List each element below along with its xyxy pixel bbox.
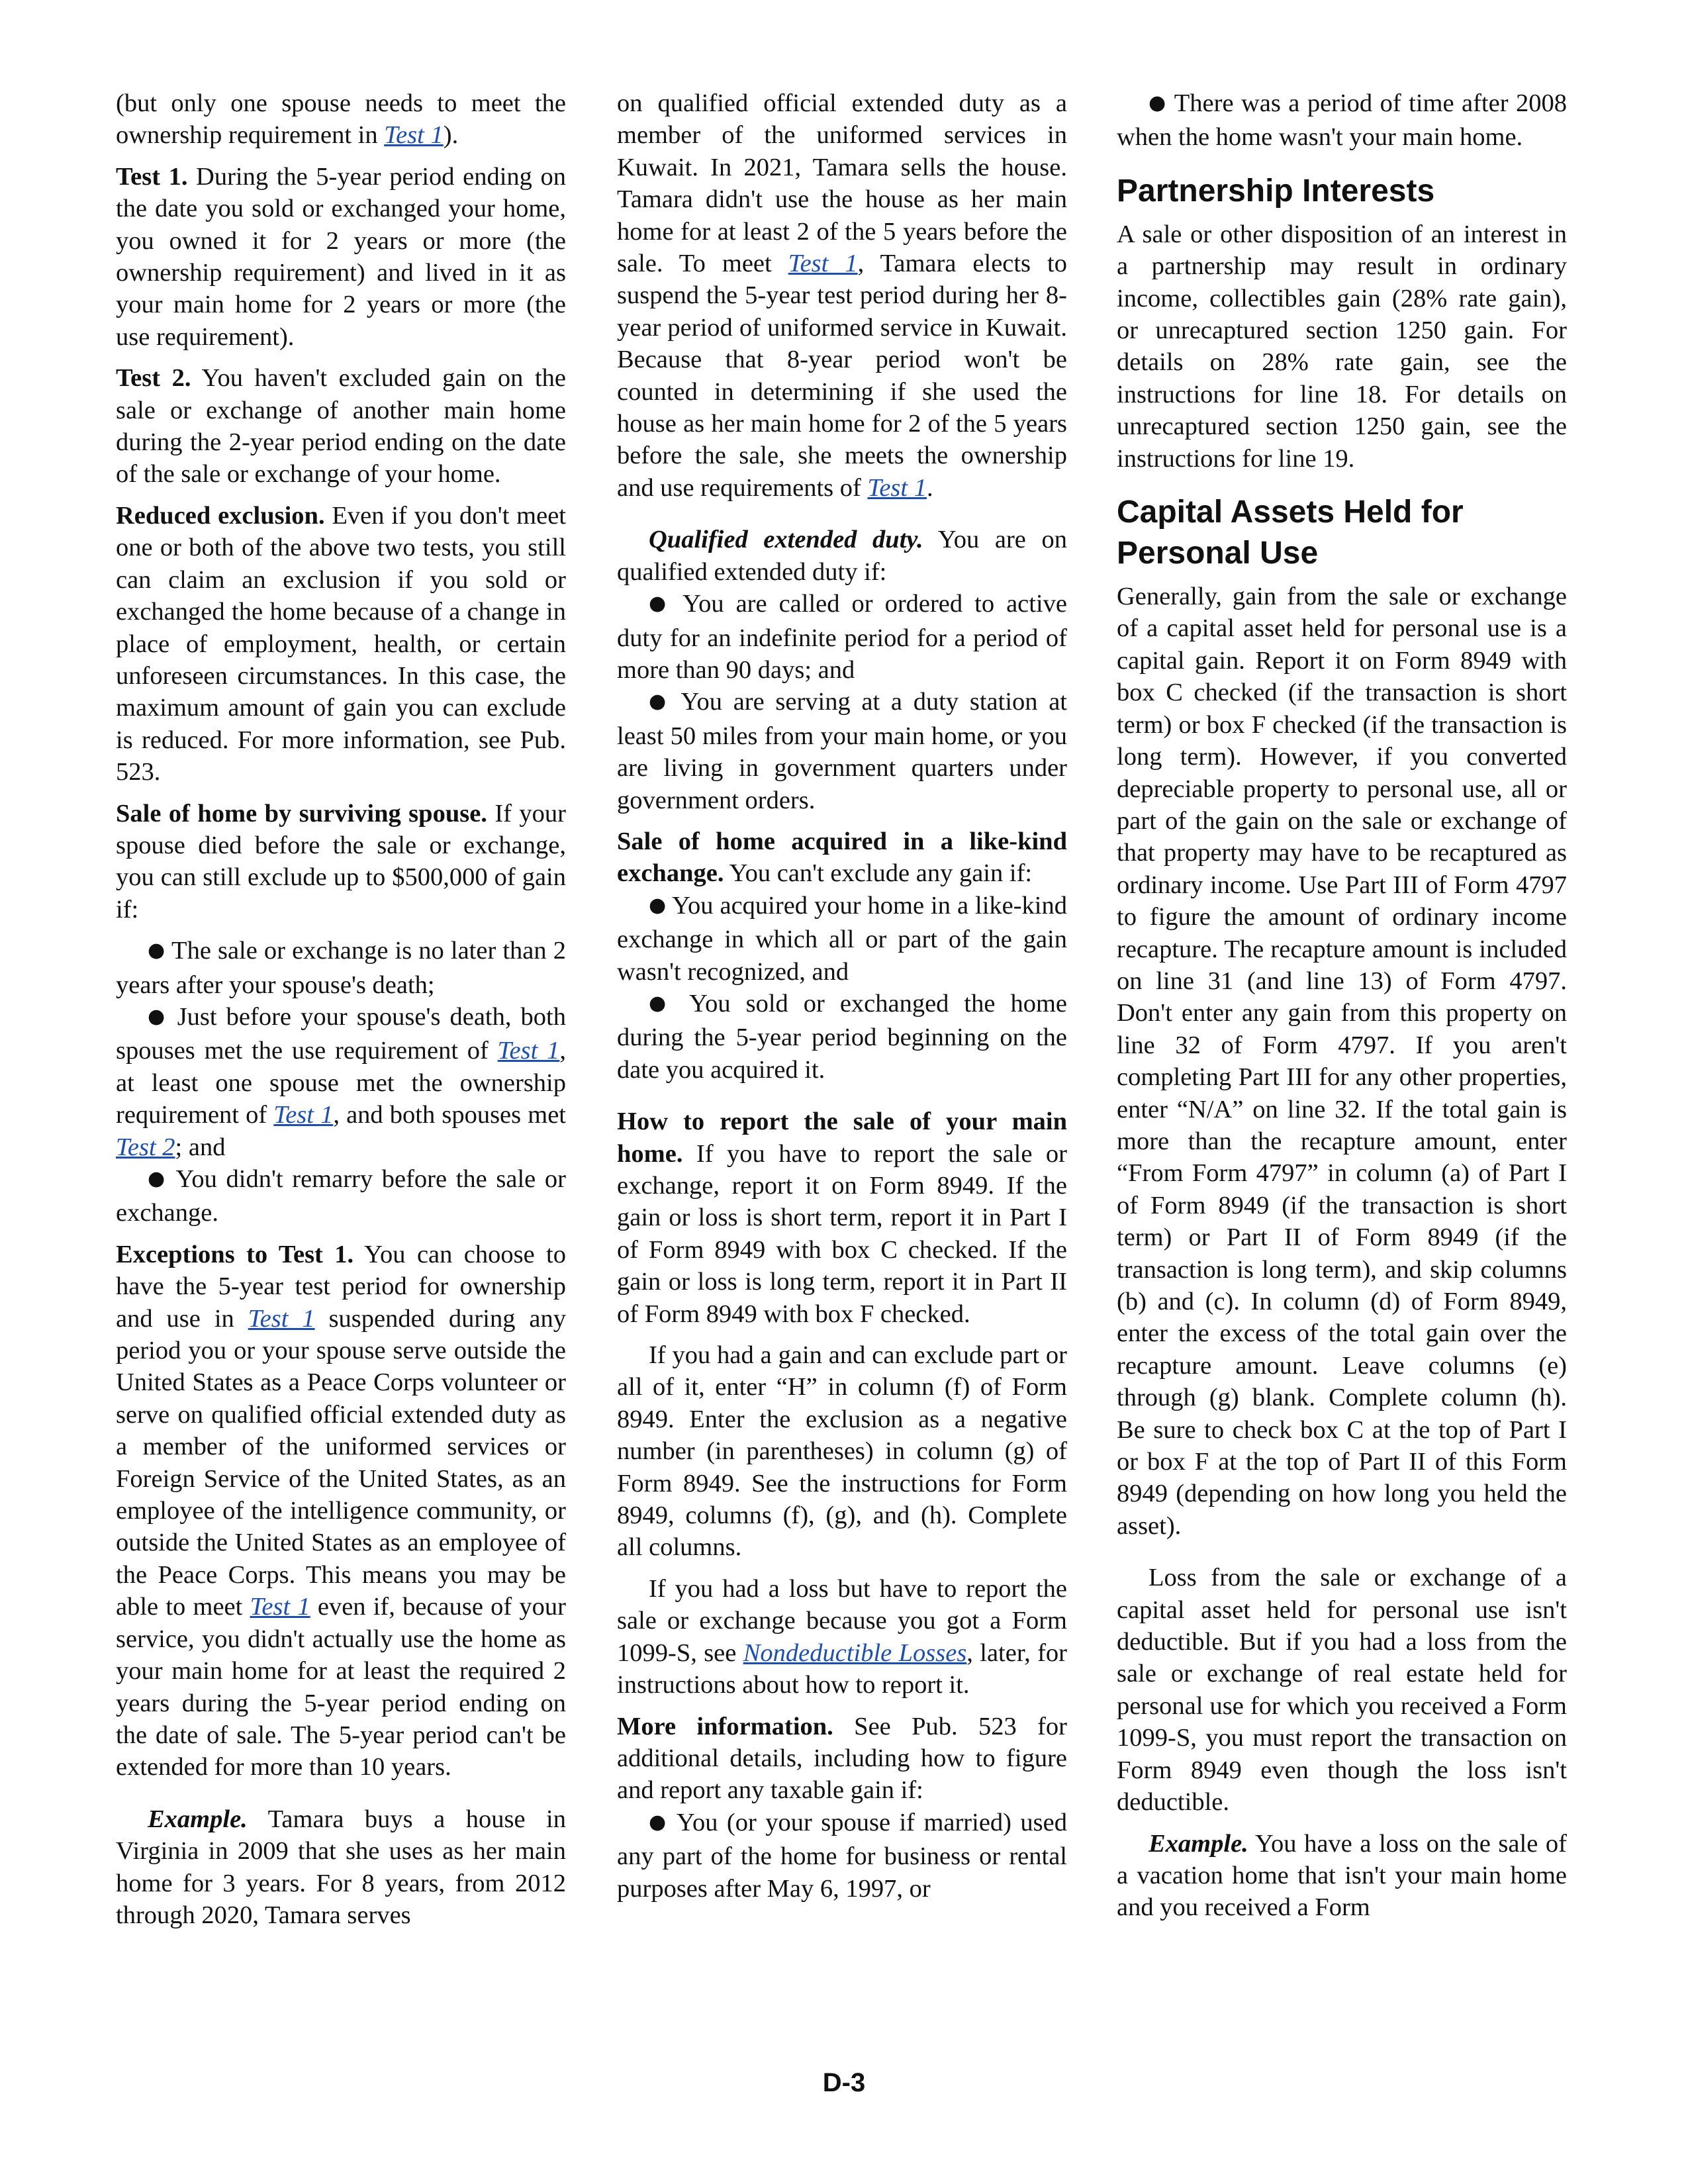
bullet-icon: ● <box>649 690 671 714</box>
test-1-link[interactable]: Test 1 <box>867 473 927 502</box>
paragraph-example-continued: on qualified official extended duty as a member of the uniformed services in Kuwait. In 2021, Tamara sells the house. Tamara didn't use the house as her main home for at least 2 of the 5 years before the sale. To meet Test 1, Tamara elects to suspend the 5-year test period during her 8-year period of uniformed service in Kuwait. Because that 8-year period won't be counted in determining if she used the house as her main home for 2 of the 5 years before the sale, she meets the ownership and use requirements of Test 1. <box>617 89 1067 502</box>
paragraph-gain-exclusion: If you had a gain and can exclude part or all of it, enter “H” in column (f) of Form 8949. Enter the exclusion as a negative number (in parentheses) in column (g) of Form 8949. See the instructions for Form 8949, columns (f), (g), and (h). Complete all columns. <box>617 1341 1067 1562</box>
paragraph-test-2: Test 2. You haven't excluded gain on the sale or exchange of another main home during the 2-year period ending on the date of the sale or exchange of your home. <box>116 364 566 489</box>
bullet-item: ● You sold or exchanged the home during the 5-year period beginning on the date you acquired it. <box>617 989 1068 1084</box>
bullet-item: ● The sale or exchange is no later than 2 years after your spouse's death; <box>116 937 566 999</box>
bullet-item: ● There was a period of time after 2008 when the home wasn't your main home. <box>1117 89 1567 152</box>
paragraph-example-vacation-home: Example. You have a loss on the sale of a vacation home that isn't your main home and you received a Form <box>1117 1829 1567 1922</box>
paragraph-capital-assets: Generally, gain from the sale or exchange of a capital asset held for personal use is a capital gain. Report it on Form 8949 with box C checked (if the transaction is short term) or box F checked (if the transaction is long term). However, if you converted depreciable property to personal use, all or part of the gain on the sale or exchange of that property may have to be recaptured as ordinary income. Use Part III of Form 4797 to figure the amount of ordinary income recapture. The recapture amount is included on line 31 (and line 13) of Form 4797. Don't enter any gain from this property on line 32 of Form 4797. If you aren't completing Part III for any other properties, enter “N/A” on line 32. If the total gain is more than the recapture amount, enter “From Form 4797” in column (a) of Part I of Form 8949 (if the transaction is short term) or Part II of Form 8949 (if the transaction is long term), and skip columns (b) and (c). In column (d) of Form 8949, enter the excess of the total gain over the recapture amount. Leave columns (e) through (g) blank. Complete column (h). Be sure to check box C at the top of Part I or box F at the top of Part II of this Form 8949 (depending on how long you held the asset). <box>1117 583 1567 1540</box>
bullet-item: ● You acquired your home in a like-kind exchange in which all or part of the gain wasn't recognized, and <box>617 891 1067 986</box>
nondeductible-losses-link[interactable]: Nondeductible Losses <box>743 1638 967 1667</box>
test-1-link[interactable]: Test 1 <box>384 121 444 150</box>
like-kind-heading: Sale of home acquired in a like-kind exchange. <box>617 827 1067 888</box>
bullet-icon: ● <box>148 1004 168 1028</box>
paragraph-reduced-exclusion: Reduced exclusion. Even if you don't meet one or both of the above two tests, you still can claim an exclusion if you sold or exchanged the home because of a change in place of employment, health, or certain unforeseen circumstances. In this case, the maximum amount of gain you can exclude is reduced. For more information, see Pub. 523. <box>116 501 566 786</box>
example-heading: Example. <box>1149 1829 1248 1858</box>
bullet-icon: ● <box>649 991 675 1015</box>
paragraph-test-1: Test 1. During the 5-year period ending on the date you sold or exchanged your home, you owned it for 2 years or more (the ownership requirement) and lived in it as your main home for 2 years or more (the use requirement). <box>116 162 566 351</box>
test-1-link[interactable]: Test 1 <box>248 1304 315 1333</box>
bullet-icon: ● <box>649 1810 669 1834</box>
capital-assets-heading: Capital Assets Held for Personal Use <box>1117 495 1464 571</box>
bullet-item: ● You are called or ordered to active duty for an indefinite period for a period of more than 90 days; and <box>617 590 1067 684</box>
paragraph-partnership-interests: A sale or other disposition of an interest in a partnership may result in ordinary income, collectibles gain (28% rate gain), or unrecaptured section 1250 gain. For details on 28% rate gain, see the instructions for line 18. For details on unrecaptured section 1250 gain, see the instructions for line 19. <box>1117 220 1567 473</box>
reduced-exclusion-heading: Reduced exclusion. <box>116 501 325 530</box>
bullet-icon: ● <box>649 592 672 616</box>
test-1-link[interactable]: Test 1 <box>273 1101 334 1129</box>
column-1 <box>116 87 566 1940</box>
partnership-interests-heading: Partnership Interests <box>1117 173 1435 209</box>
paragraph-ownership-note: (but only one spouse needs to meet the ownership requirement in Test 1). <box>116 89 566 150</box>
paragraph-like-kind-exchange: Sale of home acquired in a like-kind exchange. You can't exclude any gain if: <box>617 827 1067 888</box>
paragraph-loss-report: If you had a loss but have to report the sale or exchange because you got a Form 1099-S, see Nondeductible Losses, later, for instructions about how to report it. <box>617 1574 1067 1699</box>
page-number: D-3 <box>822 2068 866 2097</box>
paragraph-exceptions-test-1: Exceptions to Test 1. You can choose to have the 5-year test period for ownership and use in Test 1 suspended during any period you or your spouse serve outside the United States as a Peace Corps volunteer or serve on qualified official extended duty as a member of the uniformed services or Foreign Service of the United States, as an employee of the intelligence community, or outside the United States as an employee of the Peace Corps. This means you may be able to meet Test 1 even if, because of your service, you didn't actually use the home as your main home for at least the required 2 years during the 5-year period ending on the date of sale. The 5-year period can't be extended for more than 10 years. <box>116 1240 566 1781</box>
test-2-link[interactable]: Test 2 <box>116 1133 175 1161</box>
column-3 <box>1117 87 1567 1933</box>
more-information-heading: More information. <box>617 1712 833 1740</box>
paragraph-qualified-extended-duty: Qualified extended duty. You are on qualified extended duty if: <box>617 526 1067 586</box>
exceptions-heading: Exceptions to Test 1. <box>116 1240 354 1268</box>
bullet-item: ● Just before your spouse's death, both spouses met the use requirement of Test 1, at least one spouse met the ownership requirement of Test 1, and both spouses met Test 2; and <box>116 1002 567 1161</box>
paragraph-more-information: More information. See Pub. 523 for additional details, including how to figure and report any taxable gain if: <box>617 1712 1067 1805</box>
test-1-link[interactable]: Test 1 <box>788 250 858 278</box>
column-2 <box>617 87 1067 1905</box>
bullet-item: ● You didn't remarry before the sale or exchange. <box>116 1165 566 1227</box>
how-to-report-heading: How to report the sale of your main home. <box>617 1108 1067 1168</box>
example-heading: Example. <box>148 1805 248 1833</box>
bullet-item: ● You are serving at a duty station at least 50 miles from your main home, or you are living in government quarters under government orders. <box>617 688 1067 814</box>
paragraph-example-tamara: Example. Tamara buys a house in Virginia in 2009 that she uses as her main home for 3 years. For 8 years, from 2012 through 2020, Tamara serves <box>116 1805 566 1929</box>
paragraph-surviving-spouse: Sale of home by surviving spouse. If your spouse died before the sale or exchange, you can still exclude up to $500,000 of gain if: <box>116 799 566 924</box>
bullet-item: ● You (or your spouse if married) used any part of the home for business or rental purposes after May 6, 1997, or <box>617 1808 1067 1903</box>
test-2-heading: Test 2. <box>116 364 191 393</box>
test-1-heading: Test 1. <box>116 162 188 191</box>
bullet-icon: ● <box>148 939 165 963</box>
surviving-spouse-heading: Sale of home by surviving spouse. <box>116 799 487 828</box>
test-1-link[interactable]: Test 1 <box>250 1593 310 1621</box>
paragraph-how-to-report: How to report the sale of your main home. If you have to report the sale or exchange, report it on Form 8949. If the gain or loss is short term, report it in Part I of Form 8949 with box C checked. If the gain or loss is long term, report it in Part II of Form 8949 with box F checked. <box>617 1108 1067 1328</box>
bullet-icon: ● <box>649 893 667 917</box>
bullet-icon: ● <box>1149 91 1167 115</box>
paragraph-personal-use-loss: Loss from the sale or exchange of a capital asset held for personal use isn't deductible. But if you had a loss from the sale or exchange of real estate held for personal use for which you received a Form 1099-S, you must report the transaction on Form 8949 even though the loss isn't deductible. <box>1117 1564 1567 1817</box>
qualified-duty-heading: Qualified extended duty. <box>649 526 923 554</box>
bullet-icon: ● <box>148 1167 168 1190</box>
test-1-link[interactable]: Test 1 <box>497 1037 560 1065</box>
